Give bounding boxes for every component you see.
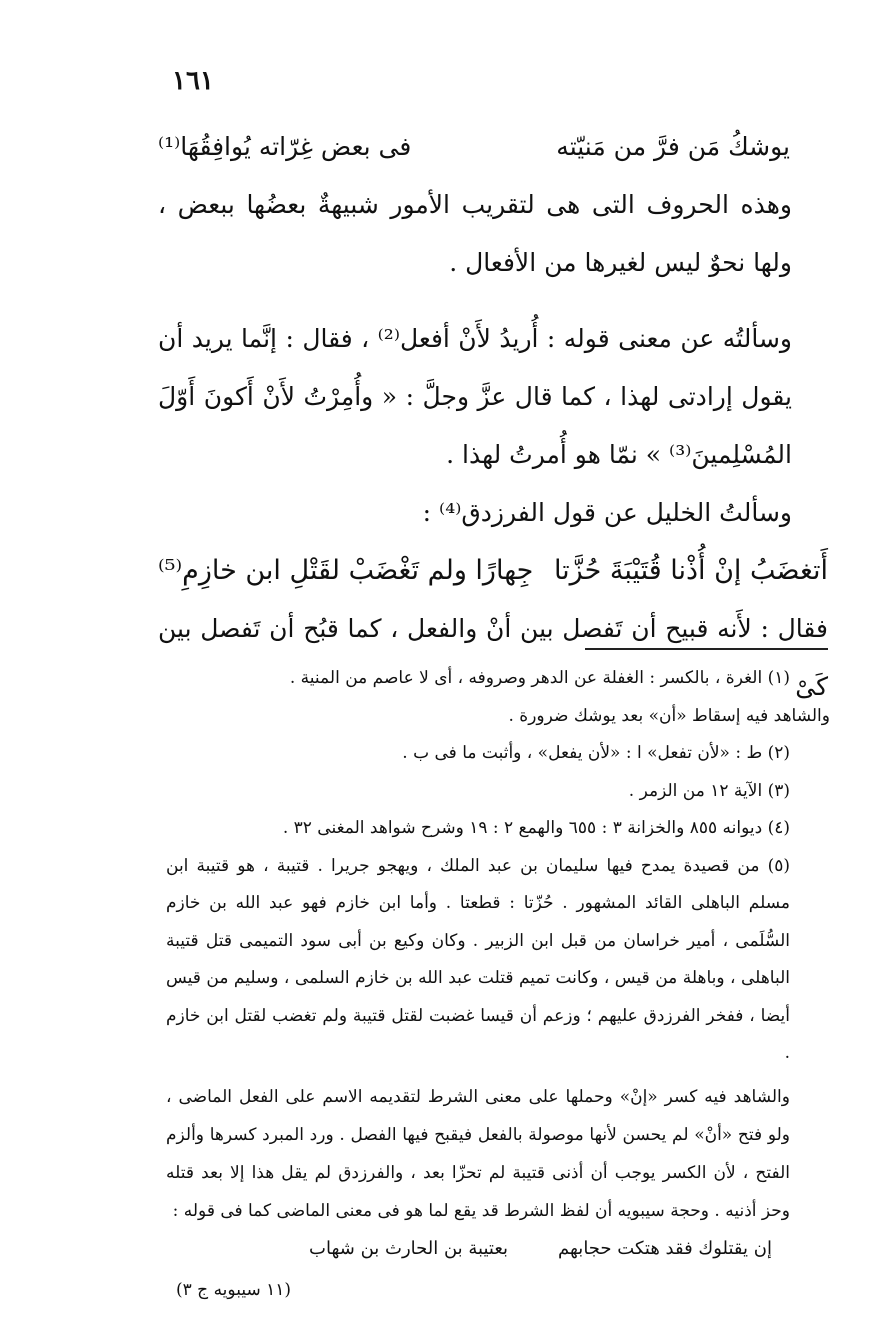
paragraph-khalil-question: وسألتُ الخليل عن قول الفرزدق⁽⁴⁾ : [422, 498, 792, 527]
verse-first-hemistich: يوشكُ مَن فرَّ من مَنيّته [556, 132, 790, 161]
footnote-divider [585, 648, 828, 650]
paragraph-khalil-answer: فقال : لأَنه قبيح أن تَفصل بين أنْ والفعل ، كما قبُح أن تَفصل بين كَىْ [158, 614, 828, 701]
footnote-5: (٥) من قصيدة يمدح فيها سليمان بن عبد الملك ، ويهجو جريرا . قتيبة ، هو قتيبة ابن مسلم الباهلى القائد المشهور . حُزّتا : قطعتا . وأما ابن خازم فهو عبد الله بن خازم السُّلَمى ، أمير خراسان من قبل ابن الزبير . وكان وكيع بن أبى سود التميمى قتل قتيبة الباهلى ، وباهلة من قيس ، وكانت تميم قتلت عبد الله بن خازم السلمى ، وسليم من قيس أيضا ، ففخر الفرزدق عليهم ؛ وزعم أن قيسا غضبت لقتل قتيبة ولم تغضب لقتل ابن خازم . [166, 855, 790, 1063]
footnote-2: (٢) ط : «لأن تفعل» ا : «لأن يفعل» ، وأثبت ما فى ب . [402, 743, 790, 763]
verse-farazdaq [158, 542, 828, 600]
page-number: ١٦١ [172, 66, 214, 96]
spacer [158, 292, 828, 310]
signature-mark: (١١ سيبويه ج ٣) [176, 1280, 292, 1300]
verse-first-hemistich: أَتغضَبُ إنْ أُذْنا قُتَيْبَةَ حُزَّتا [553, 555, 828, 586]
main-text [158, 118, 828, 716]
footnotes [166, 660, 830, 1073]
verse-yushik [158, 118, 828, 176]
paragraph-huruf: وهذه الحروف التى هى لتقريب الأمور شبيهةٌ بعضُها ببعض ، ولها نحوٌ ليس لغيرها من الأفعال . [158, 190, 792, 277]
footnote-3: (٣) الآية ١٢ من الزمر . [628, 780, 790, 801]
footnote-4: (٤) ديوانه ٨٥٥ والخزانة ٣ : ٦٥٥ والهمع ٢ : ١٩ وشرح شواهد المغنى ٣٢ . [282, 818, 790, 838]
verse-first-hemistich: إن يقتلوك فقد هتكت حجابهم [558, 1238, 772, 1259]
commentary [166, 1078, 830, 1268]
footnote-1-continuation: والشاهد فيه إسقاط «أن» بعد يوشك ضرورة . [508, 705, 830, 726]
footnote-1: (١) الغرة ، بالكسر : الغفلة عن الدهر وصروفه ، أى لا عاصم من المنية . [289, 668, 790, 688]
verse-second-hemistich: فى بعض غِرّاته يُوافِقُهَا⁽¹⁾ [158, 132, 412, 161]
verse-second-hemistich: بعتيبة بن الحارث بن شهاب [309, 1238, 509, 1259]
paragraph-uridu: وسألتُه عن معنى قوله : أُريدُ لأَنْ أفعل⁽²⁾ ، فقال : إنَّما يريد أن يقول إرادتى لهذا ، كما قال عزَّ وجلَّ : « وأُمِرْتُ لأَنْ أَكونَ أَوّلَ المُسْلِمينَ⁽³⁾ » نمّا هو أُمرتُ لهذا . [158, 324, 792, 469]
commentary-paragraph: والشاهد فيه كسر «إنْ» وحملها على معنى الشرط لتقديمه الاسم على الفعل الماضى ، ولو فتح «أنْ» لم يحسن لأنها موصولة بالفعل فيقبح فيها الفصل . ورد المبرد كسرها وألزم الفتح ، لأن الكسر يوجب أن أذنى قتيبة لم تحزّا بعد ، والفرزدق لم يقل هذا إلا بعد قتله وحز أذنيه . وحجة سيبويه أن لفظ الشرط قد يقع لما هو فى معنى الماضى كما فى قوله : [166, 1087, 790, 1221]
verse-second-hemistich: جِهارًا ولم تَغْضَبْ لقَتْلِ ابن خازِمِ⁽⁵⁾ [158, 555, 534, 586]
commentary-verse [166, 1230, 830, 1268]
